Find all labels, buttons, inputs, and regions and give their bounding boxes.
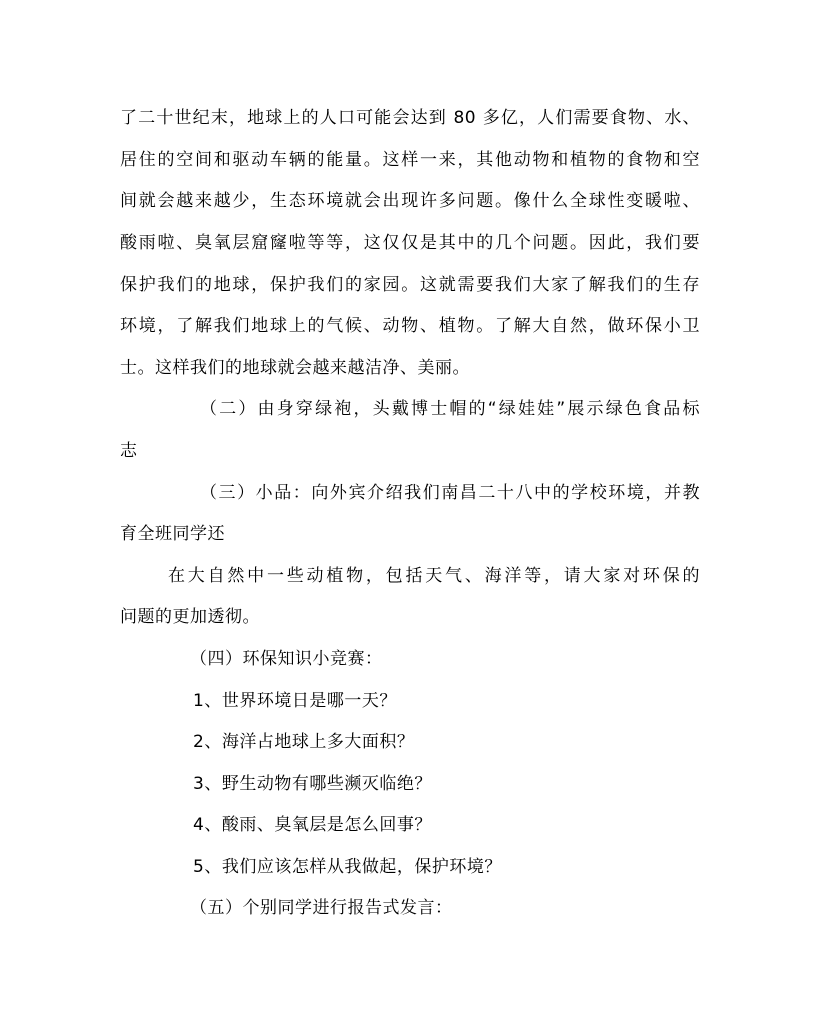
quiz-item: 4、酸雨、臭氧层是怎么回事？ bbox=[193, 815, 432, 835]
quiz-item: 1、世界环境日是哪一天？ bbox=[193, 691, 397, 711]
section-4-title: （四）环保知识小竞赛： bbox=[190, 649, 383, 669]
paragraph-line: 保护我们的地球，保护我们的家园。这就需要我们大家了解我们的生存 bbox=[120, 275, 700, 295]
paragraph-line: 间就会越来越少，生态环境就会出现许多问题。像什么全球性变暖啦、 bbox=[120, 191, 700, 211]
section-3-line: 育全班同学还 bbox=[120, 524, 225, 544]
section-2-line: （二）由身穿绿袍，头戴博士帽的“绿娃娃”展示绿色食品标 bbox=[200, 399, 700, 419]
quiz-item: 5、我们应该怎样从我做起，保护环境？ bbox=[193, 857, 502, 877]
quiz-item: 2、海洋占地球上多大面积？ bbox=[193, 732, 415, 752]
section-3-line: （三）小品：向外宾介绍我们南昌二十八中的学校环境，并教 bbox=[200, 483, 700, 503]
paragraph-line: 环境，了解我们地球上的气候、动物、植物。了解大自然，做环保小卫 bbox=[120, 316, 700, 336]
quiz-item: 3、野生动物有哪些濒灭临绝？ bbox=[193, 774, 432, 794]
section-2-line: 志 bbox=[120, 441, 138, 461]
section-3-cont-line: 问题的更加透彻。 bbox=[120, 607, 260, 627]
paragraph-line: 士。这样我们的地球就会越来越洁净、美丽。 bbox=[120, 358, 470, 378]
section-3-cont-line: 在大自然中一些动植物，包括天气、海洋等，请大家对环保的 bbox=[168, 566, 700, 586]
paragraph-line: 酸雨啦、臭氧层窟窿啦等等，这仅仅是其中的几个问题。因此，我们要 bbox=[120, 233, 700, 253]
section-5-title: （五）个别同学进行报告式发言： bbox=[190, 898, 453, 918]
paragraph-line: 了二十世纪末，地球上的人口可能会达到 80 多亿，人们需要食物、水、 bbox=[120, 108, 700, 128]
paragraph-line: 居住的空间和驱动车辆的能量。这样一来，其他动物和植物的食物和空 bbox=[120, 150, 700, 170]
